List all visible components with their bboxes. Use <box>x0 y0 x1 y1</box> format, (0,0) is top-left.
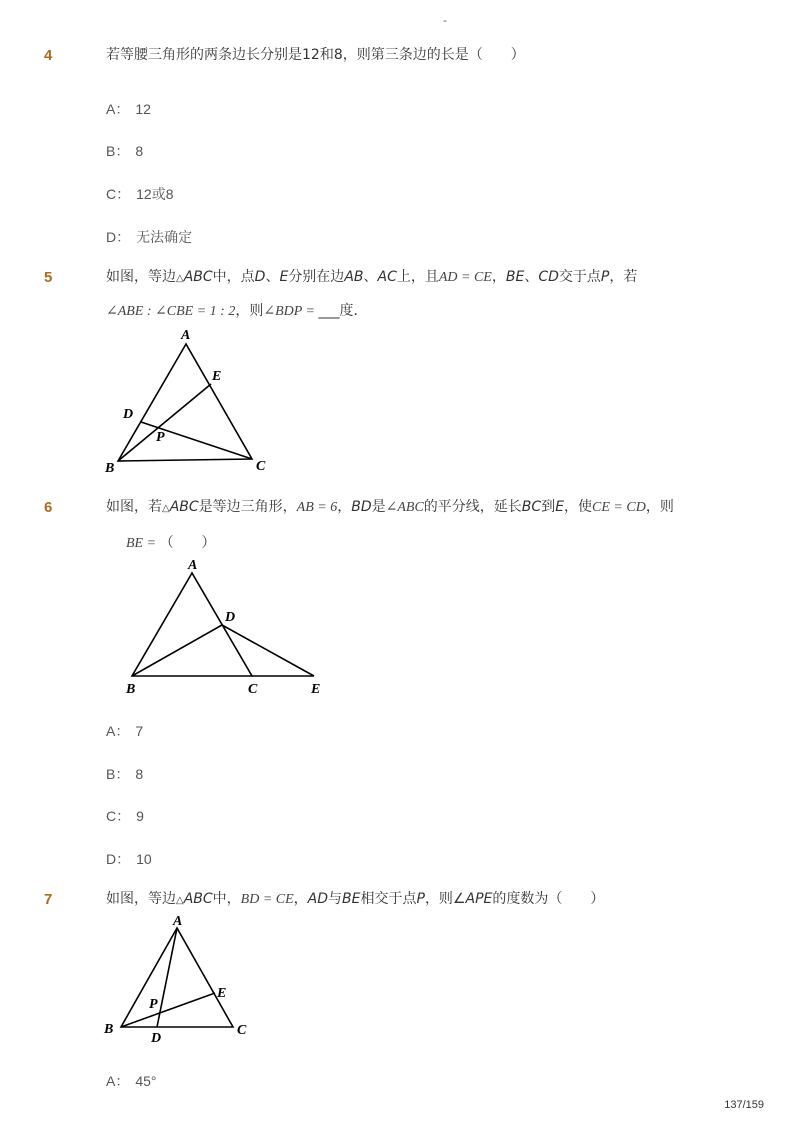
label-b: B <box>105 461 115 476</box>
equation-bd-ce: BD = CE <box>240 892 294 907</box>
label-a: A <box>181 328 191 343</box>
text: ，则 <box>645 499 674 515</box>
text: 交于点 <box>558 269 601 285</box>
point-p: P <box>600 269 610 285</box>
label-e: E <box>311 682 321 697</box>
label-d: D <box>123 407 134 422</box>
triangle-symbol: △ <box>176 895 184 906</box>
be-expression: BE = <box>126 536 160 551</box>
question-7-stem <box>106 889 604 911</box>
text: 的度数为（ ） <box>492 891 605 907</box>
point-d: D <box>254 269 266 285</box>
triangle-name: ABC <box>183 891 213 907</box>
question-6-stem-line2 <box>126 533 216 554</box>
question-4-stem: 若等腰三角形的两条边长分别是12和8，则第三条边的长是（ ） <box>106 47 525 63</box>
label-c: C <box>256 459 266 474</box>
label-a: A <box>173 914 183 929</box>
q6-option-d[interactable] <box>106 849 152 869</box>
text: ，若 <box>609 269 638 285</box>
question-number-5: 5 <box>44 269 53 286</box>
text: 与 <box>328 891 343 907</box>
text: ，则 <box>235 303 264 319</box>
segment-ab: AB <box>344 269 364 285</box>
option-text: 8 <box>135 143 144 159</box>
option-text: 9 <box>136 808 144 824</box>
text: 、 <box>265 269 280 285</box>
angle-bdp: ∠BDP = <box>263 304 319 319</box>
option-text: 10 <box>136 851 152 867</box>
label-b: B <box>104 1022 114 1037</box>
question-6-stem-line1 <box>106 497 674 519</box>
figure-q5-triangle <box>100 322 290 482</box>
q6-option-a[interactable] <box>106 721 143 741</box>
page-number: 137/159 <box>724 1099 764 1111</box>
text: 是等边三角形， <box>198 499 297 515</box>
angle-abc: ∠ABC <box>385 500 424 515</box>
option-label: A： <box>106 723 130 739</box>
triangle-symbol: △ <box>176 273 184 284</box>
option-text: 12 <box>135 101 151 117</box>
segment-be <box>118 384 211 461</box>
equation-ab: AB = 6 <box>296 500 338 515</box>
segment-cd: CD <box>538 269 559 285</box>
label-c: C <box>237 1023 247 1038</box>
segment-bd: BD <box>351 499 372 515</box>
figure-q7-triangle <box>98 910 258 1050</box>
option-label: A： <box>106 1073 130 1089</box>
option-label: B： <box>106 766 130 782</box>
segment-be: BE <box>505 269 525 285</box>
label-d: D <box>151 1031 162 1046</box>
segment-bd <box>132 625 222 676</box>
segment-ac: AC <box>377 269 397 285</box>
question-5-stem-line2 <box>106 301 367 322</box>
q6-option-b[interactable] <box>106 764 143 784</box>
segment-de <box>222 625 314 676</box>
text: ， <box>337 499 352 515</box>
text: 的平分线，延长 <box>423 499 522 515</box>
label-e: E <box>217 986 227 1001</box>
option-label: A： <box>106 101 130 117</box>
text: 上，且 <box>396 269 439 285</box>
segment-ad: AD <box>307 891 329 907</box>
option-text: 45° <box>135 1073 157 1089</box>
text: 到 <box>541 499 556 515</box>
question-number-6: 6 <box>44 499 53 516</box>
point-p: P <box>416 891 425 907</box>
question-5-stem-line1 <box>106 267 637 289</box>
text: 度． <box>339 303 368 319</box>
option-text: 12或8 <box>136 186 174 202</box>
segment-be: BE <box>342 891 361 907</box>
point-e: E <box>279 269 289 285</box>
option-text: 8 <box>135 766 144 782</box>
answer-blank[interactable]: ___ <box>318 303 340 319</box>
text: ， <box>491 269 506 285</box>
angle-ape: APE <box>465 891 493 907</box>
label-p: P <box>156 430 165 445</box>
segment-be <box>121 993 215 1027</box>
option-label: D： <box>106 851 131 867</box>
triangle-abc <box>121 928 233 1027</box>
label-b: B <box>126 682 136 697</box>
equation-ce-cd: CE = CD <box>592 500 646 515</box>
text: ，则∠ <box>424 891 466 907</box>
triangle-symbol: △ <box>162 503 170 514</box>
equation-ad-ce: AD = CE <box>438 270 492 285</box>
point-e: E <box>555 499 565 515</box>
option-label: D： <box>106 229 131 245</box>
label-d: D <box>225 610 236 625</box>
q6-option-c[interactable] <box>106 806 144 826</box>
option-text: 无法确定 <box>136 229 193 245</box>
text: 、 <box>363 269 378 285</box>
text: 中，点 <box>212 269 255 285</box>
segment-bc: BC <box>521 499 542 515</box>
text: ， <box>293 891 308 907</box>
q7-option-a[interactable] <box>106 1071 157 1091</box>
label-p: P <box>149 997 158 1012</box>
option-label: C： <box>106 186 131 202</box>
q4-option-b[interactable] <box>106 141 143 161</box>
q4-option-d[interactable] <box>106 227 192 247</box>
angle-ratio: ∠ABE : ∠CBE = 1 : 2 <box>106 304 236 319</box>
text: 如图，等边 <box>106 269 176 285</box>
question-number-4: 4 <box>44 47 53 64</box>
question-number-7: 7 <box>44 891 53 908</box>
option-label: B： <box>106 143 130 159</box>
figure-q6-triangle <box>118 552 338 702</box>
answer-paren: （ ） <box>159 535 216 551</box>
option-text: 7 <box>135 723 144 739</box>
text: ，使 <box>564 499 593 515</box>
q4-option-c[interactable] <box>106 184 173 204</box>
text: 是 <box>371 499 386 515</box>
text: 、 <box>524 269 539 285</box>
text: 如图，等边 <box>106 891 176 907</box>
triangle-name: ABC <box>169 499 199 515</box>
text: 中， <box>212 891 241 907</box>
text: 相交于点 <box>360 891 417 907</box>
label-c: C <box>248 682 258 697</box>
q4-option-a[interactable] <box>106 99 151 119</box>
triangle-name: ABC <box>183 269 213 285</box>
text: 分别在边 <box>288 269 345 285</box>
label-a: A <box>188 558 198 573</box>
label-e: E <box>212 369 222 384</box>
option-label: C： <box>106 808 131 824</box>
top-mark: - <box>443 14 447 27</box>
text: 如图，若 <box>106 499 162 515</box>
